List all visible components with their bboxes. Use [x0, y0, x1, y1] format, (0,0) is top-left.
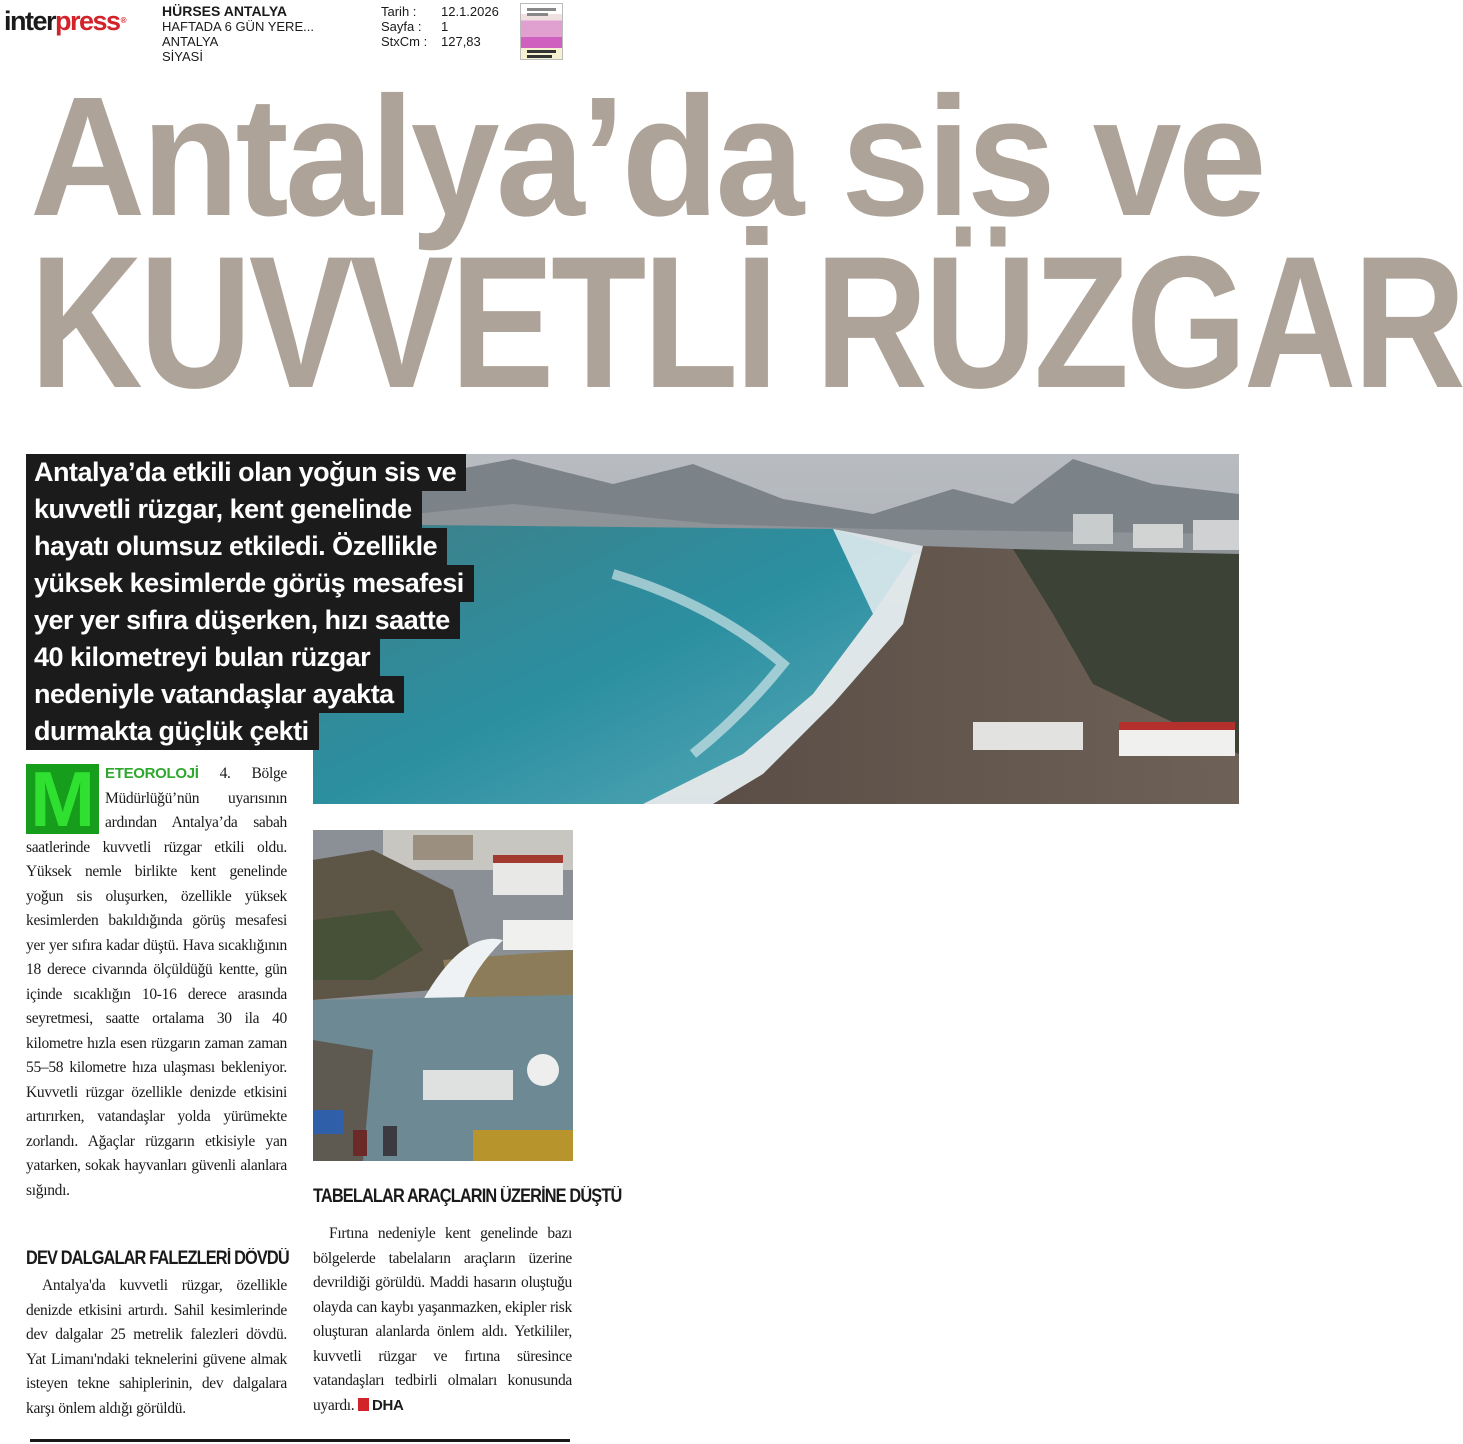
spot-line: kuvvetli rüzgar, kent genelinde: [26, 491, 422, 528]
spot-text: [26, 454, 496, 750]
page-label: Sayfa :: [381, 19, 422, 34]
article-body-1: [26, 755, 287, 1203]
date-label: Tarih :: [381, 4, 417, 19]
spot-line: hayatı olumsuz etkiledi. Özellikle: [26, 528, 447, 565]
logo-part2: press: [55, 6, 120, 36]
spot-line: durmakta güçlük çekti: [26, 713, 319, 750]
page-thumbnail[interactable]: [520, 3, 563, 60]
red-square-icon: [358, 1398, 369, 1411]
spot-line: 40 kilometreyi bulan rüzgar: [26, 639, 380, 676]
spot-line: yer yer sıfıra düşerken, hızı saatte: [26, 602, 460, 639]
publication-frequency: HAFTADA 6 GÜN YERE...: [162, 19, 314, 34]
headline-line2: KUVVETLİ RÜZGAR: [30, 217, 1463, 427]
bottom-divider: [30, 1439, 570, 1442]
date-value: 12.1.2026: [441, 4, 499, 19]
source-credit: [358, 1397, 404, 1414]
stxcm-label: StxCm :: [381, 34, 428, 49]
lead-word: ETEOROLOJİ: [105, 765, 199, 782]
article-text-3: Fırtına nedeniyle kent genelinde bazı bölgelerde tabelaların araçların üzerine devrildiği görüldü. Maddi hasarın oluştuğu olayda can kaybı yaşanmazken, ekipler risk oluşturan alanlarda önlem aldı. Yetkililer, kuvvetli rüzgar ve fırtına süresince vatandaşları tedbirli olmaları konusunda uyardı.: [313, 1225, 572, 1414]
source-name: DHA: [371, 1396, 404, 1414]
article-body-3: [313, 1222, 572, 1418]
spot-line: yüksek kesimlerde görüş mesafesi: [26, 565, 474, 602]
publication-name: HÜRSES ANTALYA: [162, 3, 287, 19]
article-body-2: Antalya'da kuvvetli rüzgar, özellikle denizde etkisini artırdı. Sahil kesimlerinde dev dalgalar 25 metrelik falezleri dövdü. Yat Limanı'ndaki teknelerini güvene almak isteyen tekne sahiplerinin, dev dalgalara karşı önlem aldığı görüldü.: [26, 1277, 287, 1417]
clipping-meta: [381, 4, 499, 49]
spot-line: nedeniyle vatandaşlar ayakta: [26, 676, 404, 713]
stxcm-value: 127,83: [441, 34, 481, 49]
logo-part1: inter: [4, 6, 56, 36]
publication-city: ANTALYA: [162, 34, 219, 49]
publication-info: [162, 4, 314, 64]
logo-mark: ®: [120, 16, 125, 25]
dropcap: M: [26, 764, 99, 834]
spot-line: Antalya’da etkili olan yoğun sis ve: [26, 454, 466, 491]
harbor-waves-photo: [313, 830, 573, 1161]
subhead-signs-fell: TABELALAR ARAÇLARIN ÜZERİNE DÜŞTÜ: [313, 1186, 622, 1207]
page-value: 1: [441, 19, 449, 34]
interpress-logo: [4, 6, 125, 36]
headline-line1: Antalya’da sis ve: [30, 62, 1263, 252]
subhead-giant-waves: DEV DALGALAR FALEZLERİ DÖVDÜ: [26, 1248, 289, 1269]
publication-category: SİYASİ: [162, 49, 203, 64]
article-text-1: 4. Bölge Müdürlüğü’nün uyarısının ardından Antalya’da sabah saatlerinde kuvvetli rüzgar etkili oldu. Yüksek nemle birlikte kent genelinde yoğun sis oluşurken, özellikle yüksek kesimlerden bakıldığında görüş mesafesi yer yer sıfıra kadar düştü. Hava sıcaklığının 18 derece civarında ölçüldüğü kentte, gün içinde sıcaklığın 10-16 derece arasında seyretmesi, saatte ortalama 30 ila 40 kilometre hızla esen rüzgarın zaman zaman 55–58 kilometre hıza ulaşması bekleniyor. Kuvvetli rüzgar özellikle denizde etkisini artırırken, vatandaşlar yolda yürümekte zorlandı. Ağaçlar rüzgarın etkisiyle yan yatarken, sokak hayvanları güvenli alanlara sığındı.: [26, 765, 287, 1199]
